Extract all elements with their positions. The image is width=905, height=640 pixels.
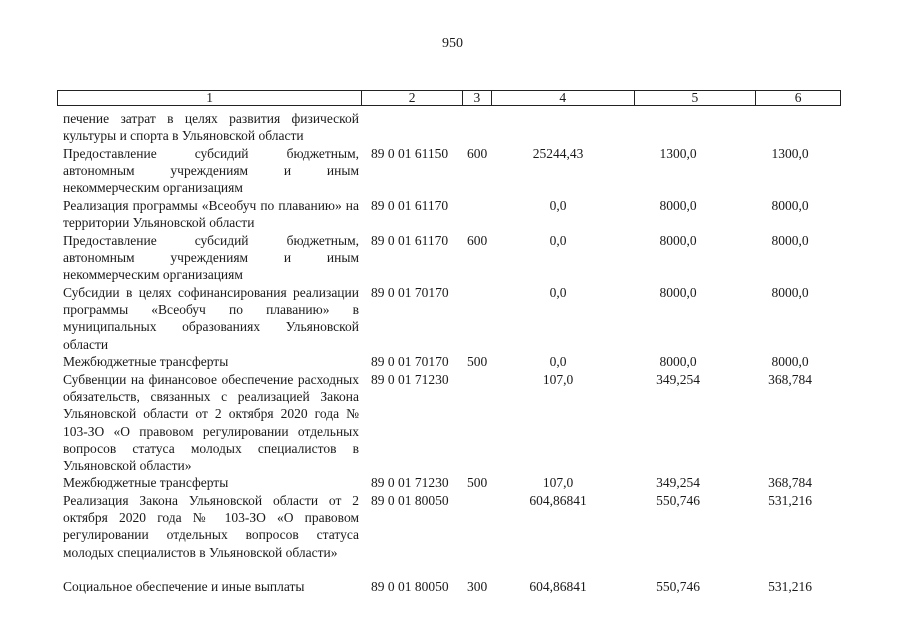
row-value-4: 604,86841 xyxy=(529,579,587,594)
row-value-5: 8000,0 xyxy=(659,198,697,213)
row-value-5: 1300,0 xyxy=(659,146,697,161)
table-row xyxy=(0,353,905,371)
row-code: 89 0 01 70170 xyxy=(371,285,449,300)
row-value-6: 368,784 xyxy=(768,475,812,490)
row-code: 89 0 01 80050 xyxy=(371,579,449,594)
table-row xyxy=(0,232,905,284)
row-name: Субсидии в целях софинансирования реализации программы «Всеобуч по плаванию» в муниципальных образованиях Ульяновской области xyxy=(63,285,359,352)
row-name: Реализация Закона Ульяновской области от 2 октября 2020 года № 103-ЗО «О правовом регулировании отдельных вопросов статуса молодых специалистов в Ульяновской области» xyxy=(63,493,359,560)
row-value-6: 1300,0 xyxy=(771,146,809,161)
row-value-4: 107,0 xyxy=(542,475,574,490)
row-value-5: 349,254 xyxy=(656,372,700,387)
row-value-4: 0,0 xyxy=(549,233,567,248)
row-value-5: 550,746 xyxy=(656,579,700,594)
page-number: 950 xyxy=(442,36,463,51)
row-type: 300 xyxy=(467,579,488,594)
row-value-4: 604,86841 xyxy=(529,493,587,508)
table-row xyxy=(0,197,905,232)
header-col-2: 2 xyxy=(362,91,463,105)
header-col-6: 6 xyxy=(794,90,802,105)
row-type: 500 xyxy=(467,475,488,490)
row-type: 600 xyxy=(467,233,488,248)
row-value-4: 0,0 xyxy=(549,285,567,300)
row-name: Предоставление субсидий бюджетным, автономным учреждениям и иным некоммерческим организациям xyxy=(63,233,359,283)
row-type: 600 xyxy=(467,146,488,161)
row-code: 89 0 01 71230 xyxy=(371,372,449,387)
row-type: 500 xyxy=(467,354,488,369)
row-name: Межбюджетные трансферты xyxy=(63,354,229,369)
row-value-6: 531,216 xyxy=(768,493,812,508)
table-body xyxy=(0,110,905,596)
row-name: Реализация программы «Всеобуч по плаванию» на территории Ульяновской области xyxy=(63,198,359,231)
table-row xyxy=(0,492,905,578)
row-value-4: 0,0 xyxy=(549,198,567,213)
row-value-5: 8000,0 xyxy=(659,354,697,369)
row-value-4: 25244,43 xyxy=(532,146,584,161)
row-name: Межбюджетные трансферты xyxy=(63,475,229,490)
header-col-5: 5 xyxy=(635,91,757,105)
row-value-4: 107,0 xyxy=(542,372,574,387)
header-col-3: 3 xyxy=(463,91,492,105)
header-col-4: 4 xyxy=(492,91,635,105)
row-code: 89 0 01 61170 xyxy=(371,198,449,213)
row-name: Субвенции на финансовое обеспечение расходных обязательств, связанных с реализацией Закона Ульяновской области от 2 октября 2020 года № 103-ЗО «О правовом регулировании отдельных вопросов статуса молодых специалистов в Ульяновской области» xyxy=(63,372,359,474)
row-value-5: 8000,0 xyxy=(659,285,697,300)
row-code: 89 0 01 80050 xyxy=(371,493,449,508)
row-code: 89 0 01 61150 xyxy=(371,146,449,161)
table-row xyxy=(0,284,905,353)
row-value-6: 8000,0 xyxy=(771,285,809,300)
table-header xyxy=(57,90,841,106)
row-name: Предоставление субсидий бюджетным, автономным учреждениям и иным некоммерческим организациям xyxy=(63,146,359,196)
table-row xyxy=(0,110,905,145)
row-value-6: 8000,0 xyxy=(771,233,809,248)
row-value-6: 531,216 xyxy=(768,579,812,594)
table-row xyxy=(0,578,905,596)
table-row xyxy=(0,474,905,492)
row-code: 89 0 01 61170 xyxy=(371,233,449,248)
row-value-4: 0,0 xyxy=(549,354,567,369)
row-name: Социальное обеспечение и иные выплаты xyxy=(63,579,305,594)
row-value-5: 550,746 xyxy=(656,493,700,508)
row-code: 89 0 01 70170 xyxy=(371,354,449,369)
table-row xyxy=(0,371,905,474)
table-row xyxy=(0,145,905,197)
row-value-6: 8000,0 xyxy=(771,198,809,213)
row-value-6: 368,784 xyxy=(768,372,812,387)
row-name: печение затрат в целях развития физической культуры и спорта в Ульяновской области xyxy=(63,111,359,144)
header-col-1: 1 xyxy=(58,91,362,105)
row-code: 89 0 01 71230 xyxy=(371,475,449,490)
row-value-5: 349,254 xyxy=(656,475,700,490)
row-value-6: 8000,0 xyxy=(771,354,809,369)
row-value-5: 8000,0 xyxy=(659,233,697,248)
